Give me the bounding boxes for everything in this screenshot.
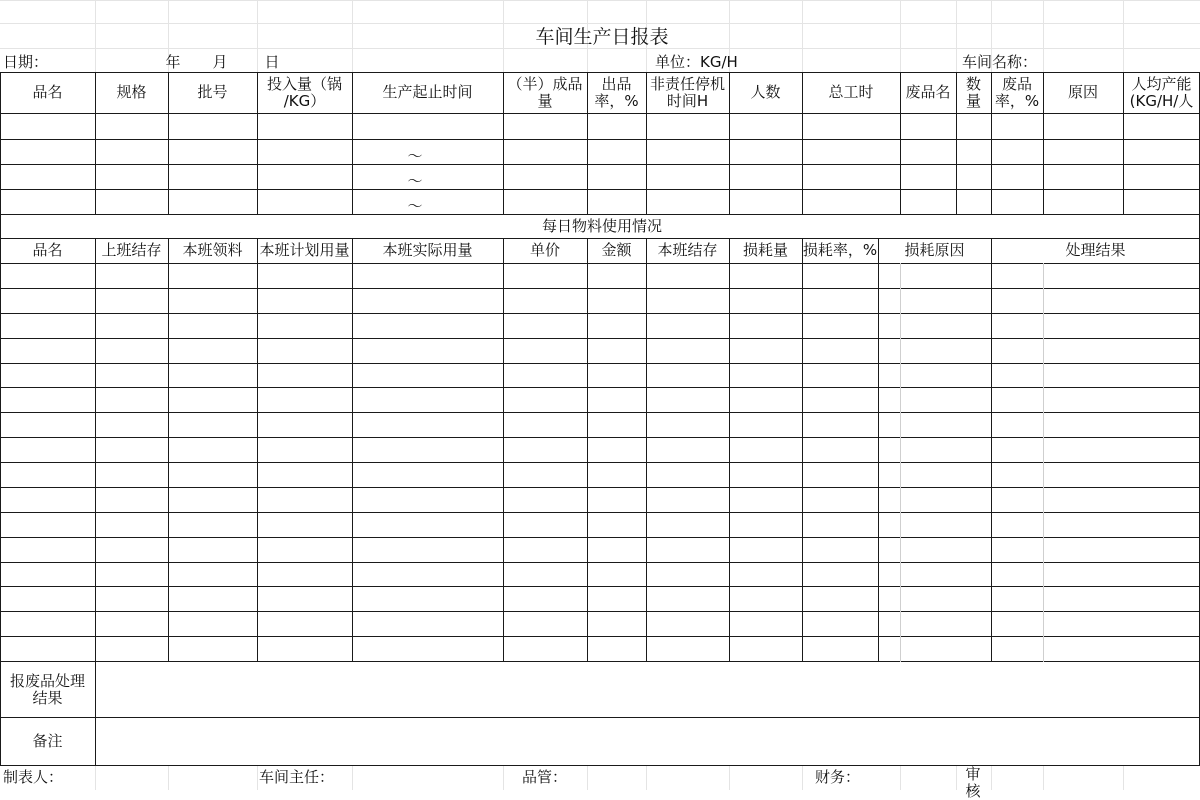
- prod-header-scrap-rate: 废品 率，%: [994, 74, 1040, 110]
- notes-cell[interactable]: [96, 718, 1199, 764]
- prod-header-scrap-name: 废品名: [905, 83, 951, 101]
- prod-header-quantity: 数 量: [965, 74, 981, 110]
- workshop-director-label: 车间主任：: [259, 767, 335, 786]
- workshop-name-label: 车间名称：: [962, 52, 1038, 71]
- mat-header-amount: 金额: [601, 241, 632, 259]
- mat-header-loss-reason: 损耗原因: [904, 241, 965, 259]
- month-label: 月: [212, 52, 228, 71]
- mat-header-unit-price: 单价: [529, 241, 560, 259]
- prod-header-product-name: 品名: [32, 83, 63, 101]
- year-label: 年: [165, 52, 181, 71]
- mat-header-loss-qty: 损耗量: [742, 241, 788, 259]
- mat-header-planned-usage: 本班计划用量: [259, 241, 350, 259]
- time-separator-row-2: ～: [407, 146, 423, 165]
- date-label: 日期：: [3, 52, 49, 71]
- prod-header-finished-qty: （半）成品 量: [507, 74, 583, 110]
- scrap-handling-result-cell[interactable]: [96, 663, 1199, 716]
- prod-header-total-hours: 总工时: [828, 83, 874, 101]
- mat-header-current-balance: 本班结存: [657, 241, 718, 259]
- finance-label: 财务：: [815, 767, 861, 786]
- quality-control-label: 品管：: [522, 767, 568, 786]
- time-separator-row-3: ～: [407, 171, 423, 190]
- report-title: 车间生产日报表: [535, 25, 669, 48]
- mat-header-issued: 本班领料: [182, 241, 243, 259]
- prod-header-production-time: 生产起止时间: [382, 83, 473, 101]
- mat-header-product-name: 品名: [32, 241, 63, 259]
- scrap-handling-result-label: 报废品处理 结果: [9, 671, 85, 707]
- notes-label: 备注: [32, 731, 63, 750]
- prod-header-headcount: 人数: [750, 83, 781, 101]
- mat-header-handling-result: 处理结果: [1065, 241, 1126, 259]
- prod-header-spec: 规格: [116, 83, 147, 101]
- prod-header-downtime: 非责任停机 时间H: [649, 74, 725, 110]
- review-label: 审 核: [965, 765, 981, 800]
- time-separator-row-4: ～: [407, 196, 423, 215]
- day-label: 日: [264, 52, 280, 71]
- mat-header-actual-usage: 本班实际用量: [382, 241, 473, 259]
- preparer-label: 制表人：: [3, 767, 64, 786]
- prod-header-per-capita-output: 人均产能 (KG/H/人: [1129, 74, 1194, 110]
- prod-header-input-qty: 投入量（锅 /KG）: [266, 74, 342, 110]
- mat-header-previous-balance: 上班结存: [101, 241, 162, 259]
- materials-section-title: 每日物料使用情况: [541, 216, 662, 235]
- prod-header-reason: 原因: [1067, 83, 1098, 101]
- unit-label: 单位：KG/H: [655, 52, 738, 71]
- prod-header-yield-rate: 出品 率，%: [594, 74, 639, 110]
- prod-header-batch: 批号: [197, 83, 228, 101]
- mat-header-loss-rate: 损耗率，%: [802, 241, 878, 259]
